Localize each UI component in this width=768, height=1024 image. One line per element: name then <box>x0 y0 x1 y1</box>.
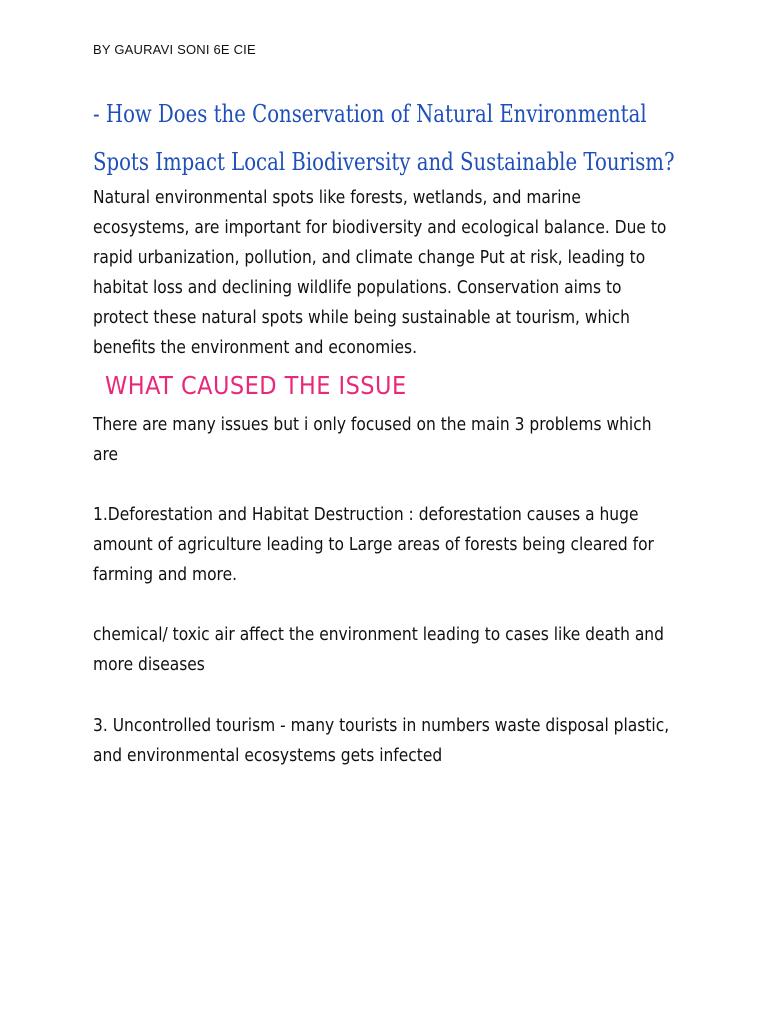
paragraph-toxic-air: chemical/ toxic air affect the environment leading to cases like death and more diseases <box>93 624 664 675</box>
paragraph-issues-intro: There are many issues but i only focused on the main 3 problems which are <box>93 414 652 465</box>
paragraph-deforestation: 1.Deforestation and Habitat Destruction : deforestation causes a huge amount of agriculture leading to Large areas of forests being cleared for farming and more. <box>93 504 654 585</box>
document-title: - How Does the Conservation of Natural Environmental Spots Impact Local Biodiversity and Sustainable Tourism? <box>93 100 675 176</box>
intro-paragraph: Natural environmental spots like forests, wetlands, and marine ecosystems, are important for biodiversity and ecological balance. Due to rapid urbanization, pollution, and climate change Put at risk, leading to habitat loss and declining wildlife populations. Conservation aims to protect these natural spots while being sustainable at tourism, which benefits the environment and economies. <box>93 187 667 358</box>
author-line: BY GAURAVI SONI 6E CIE <box>93 42 256 57</box>
paragraph-tourism: 3. Uncontrolled tourism - many tourists in numbers waste disposal plastic, and environmental ecosystems gets infected <box>93 715 670 766</box>
section-heading: WHAT CAUSED THE ISSUE <box>105 371 407 400</box>
